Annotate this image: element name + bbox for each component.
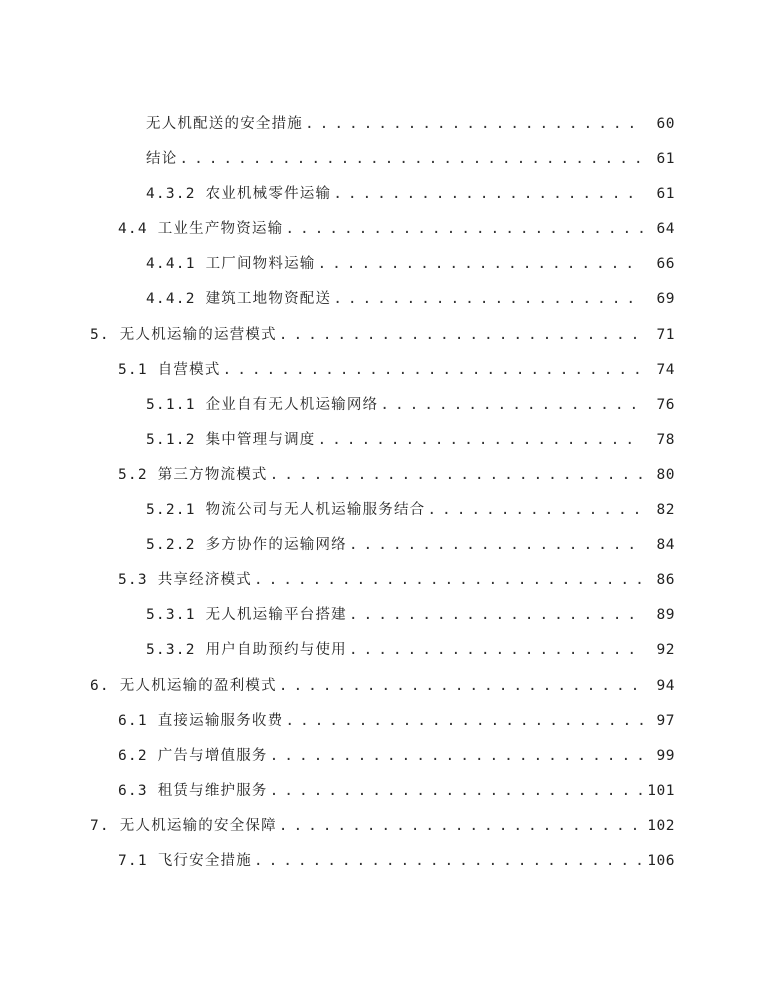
toc-dot-leader <box>270 458 643 493</box>
toc-entry-page-number: 60 <box>656 116 675 132</box>
toc-entry[interactable] <box>0 142 765 177</box>
toc-entry-title: 5.2.1 物流公司与无人机运输服务结合 <box>146 502 426 519</box>
toc-entry-title: 5.3.2 用户自助预约与使用 <box>146 642 347 659</box>
toc-dot-leader <box>317 423 643 458</box>
toc-entry-page-number: 92 <box>656 642 675 659</box>
toc-entry-title: 5.3.1 无人机运输平台搭建 <box>146 607 347 624</box>
toc-entry[interactable] <box>0 388 765 423</box>
toc-entry-title: 7. 无人机运输的安全保障 <box>90 817 277 834</box>
toc-dot-leader <box>349 598 643 633</box>
toc-entry-page-number: 64 <box>656 221 675 238</box>
toc-entry-page-number: 102 <box>647 817 675 834</box>
toc-entry[interactable] <box>0 458 765 493</box>
toc-entry-title: 4.4.2 建筑工地物资配送 <box>146 291 332 308</box>
toc-dot-leader <box>270 774 643 809</box>
toc-entry-page-number: 86 <box>656 572 675 589</box>
toc-entry[interactable] <box>0 844 765 879</box>
toc-entry-title: 4.3.2 农业机械零件运输 <box>146 186 332 203</box>
toc-entry-title: 5.2.2 多方协作的运输网络 <box>146 537 347 554</box>
toc-dot-leader <box>285 704 643 739</box>
toc-entry-page-number: 66 <box>656 256 675 273</box>
toc-entry-title: 4.4.1 工厂间物料运输 <box>146 256 316 273</box>
toc-entry-title: 5.1.1 企业自有无人机运输网络 <box>146 396 379 413</box>
toc-dot-leader <box>349 633 643 668</box>
toc-entry-title: 5.1 自营模式 <box>118 361 221 378</box>
toc-dot-leader <box>380 388 643 423</box>
toc-entry[interactable] <box>0 598 765 633</box>
toc-entry-title: 6.2 广告与增值服务 <box>118 747 268 764</box>
toc-entry-page-number: 82 <box>656 502 675 519</box>
toc-entry-page-number: 99 <box>656 747 675 764</box>
toc-entry-page-number: 71 <box>656 326 675 343</box>
toc-dot-leader <box>333 177 643 212</box>
toc-entry-title: 5.2 第三方物流模式 <box>118 466 268 483</box>
toc-entry-page-number: 80 <box>656 466 675 483</box>
toc-entry-title: 6. 无人机运输的盈利模式 <box>90 677 277 694</box>
toc-entry-title: 7.1 飞行安全措施 <box>118 852 252 869</box>
toc-entry[interactable] <box>0 353 765 388</box>
toc-dot-leader <box>179 142 643 177</box>
toc-dot-leader <box>223 353 643 388</box>
toc-entry-page-number: 78 <box>656 431 675 448</box>
toc-dot-leader <box>349 528 643 563</box>
toc-entry[interactable] <box>0 212 765 247</box>
toc-entry-page-number: 89 <box>656 607 675 624</box>
toc-dot-leader <box>254 563 643 598</box>
toc-entry[interactable] <box>0 247 765 282</box>
toc-entry[interactable] <box>0 774 765 809</box>
toc-entry-title: 6.1 直接运输服务收费 <box>118 712 284 729</box>
toc-dot-leader <box>279 669 643 704</box>
toc-entry-page-number: 106 <box>647 852 675 869</box>
toc-entry-page-number: 61 <box>656 186 675 203</box>
toc-entry[interactable] <box>0 633 765 668</box>
toc-dot-leader <box>285 212 643 247</box>
toc-entry-page-number: 97 <box>656 712 675 729</box>
toc-entry-title: 5.1.2 集中管理与调度 <box>146 431 316 448</box>
toc-entry[interactable] <box>0 669 765 704</box>
toc-entry-title: 5. 无人机运输的运营模式 <box>90 326 277 343</box>
toc-entry-title: 结论 <box>146 151 178 168</box>
toc-entry[interactable] <box>0 282 765 317</box>
toc-entry-title: 5.3 共享经济模式 <box>118 572 252 589</box>
toc-dot-leader <box>254 844 643 879</box>
toc-entry-page-number: 74 <box>656 361 675 378</box>
toc-dot-leader <box>317 247 643 282</box>
toc-dot-leader <box>279 318 643 353</box>
toc-entry[interactable] <box>0 739 765 774</box>
toc-entry[interactable] <box>0 423 765 458</box>
toc-dot-leader <box>279 809 643 844</box>
toc-dot-leader <box>305 107 643 142</box>
toc-entry[interactable] <box>0 563 765 598</box>
toc-entry-page-number: 61 <box>656 151 675 168</box>
toc-entry[interactable] <box>0 704 765 739</box>
toc-dot-leader <box>333 282 643 317</box>
toc-entry-title: 4.4 工业生产物资运输 <box>118 221 284 238</box>
toc-entry[interactable] <box>0 493 765 528</box>
toc-dot-leader <box>270 739 643 774</box>
table-of-contents <box>0 107 765 879</box>
toc-entry-page-number: 94 <box>656 677 675 694</box>
toc-entry[interactable] <box>0 809 765 844</box>
toc-entry-page-number: 84 <box>656 537 675 554</box>
toc-entry[interactable] <box>0 107 765 142</box>
toc-entry[interactable] <box>0 528 765 563</box>
toc-entry[interactable] <box>0 318 765 353</box>
toc-dot-leader <box>427 493 643 528</box>
toc-entry-title: 6.3 租赁与维护服务 <box>118 782 268 799</box>
toc-entry-title: 无人机配送的安全措施 <box>146 116 303 132</box>
toc-entry-page-number: 69 <box>656 291 675 308</box>
toc-entry-page-number: 101 <box>647 782 675 799</box>
toc-entry-page-number: 76 <box>656 396 675 413</box>
toc-entry[interactable] <box>0 177 765 212</box>
